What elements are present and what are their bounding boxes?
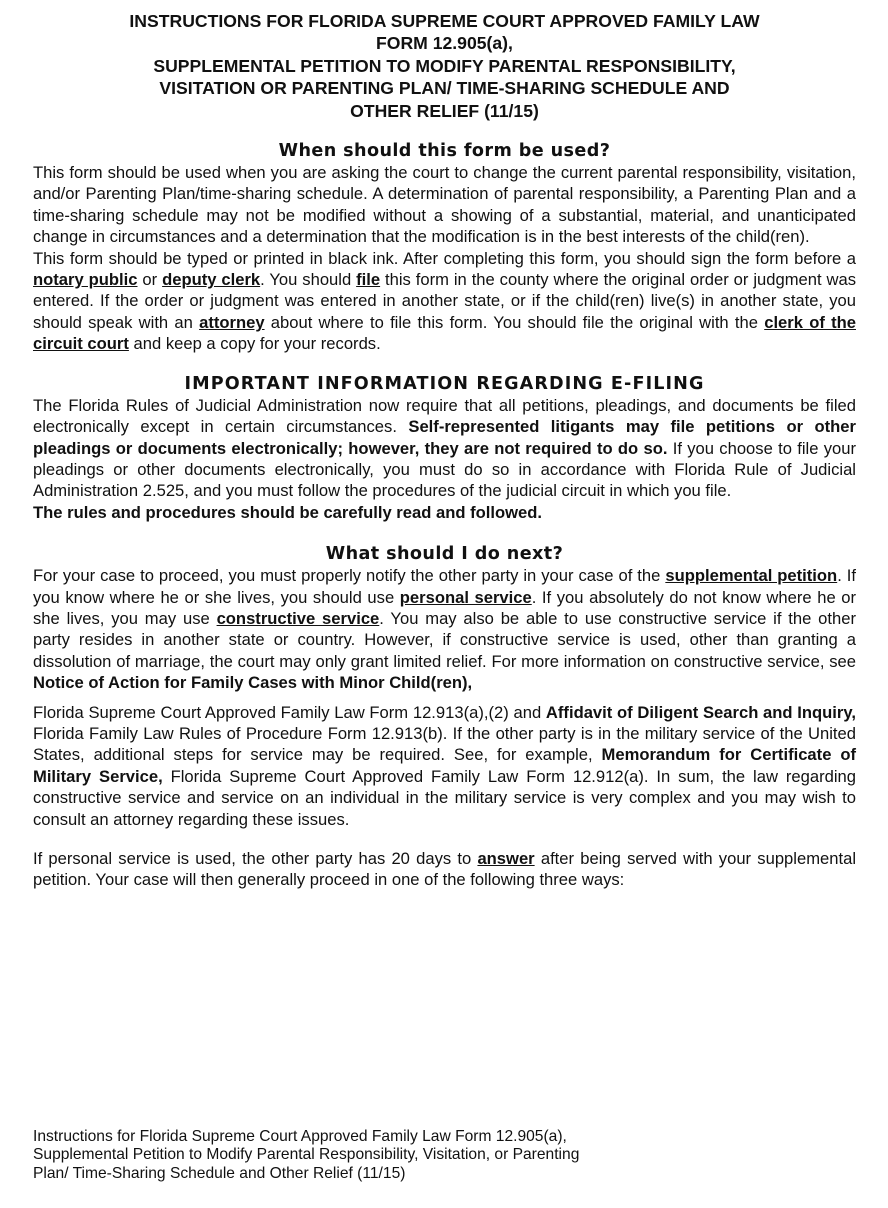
- paragraph-e-filing: [33, 395, 856, 502]
- text: . If you know where he or she lives, you should use: [33, 566, 856, 607]
- text: If you choose to file your pleadings or other documents electronically, you must do so in accordance with Florida Rule of Judicial Administration 2.525, and you must follow the procedures of the judicial circuit in which you file.: [33, 438, 857, 501]
- text: . You may also be able to use constructive service if the other party resides in another state or country. However, if constructive service is used, other than granting a dissolution of marriage, the court may only grant limited relief. For more information on constructive service, see: [33, 608, 857, 671]
- title-line: INSTRUCTIONS FOR FLORIDA SUPREME COURT APPROVED FAMILY LAW: [129, 11, 760, 31]
- text: . You should: [260, 270, 357, 290]
- title-line: SUPPLEMENTAL PETITION TO MODIFY PARENTAL RESPONSIBILITY,: [153, 55, 736, 76]
- heading-what-next: What should I do next?: [325, 544, 564, 565]
- link-notary-public[interactable]: notary public: [33, 270, 138, 290]
- text: The Florida Rules of Judicial Administration now require that all petitions, pleadings, and documents be filed electronically except in certain circumstances.: [33, 395, 856, 437]
- text: This form should be typed or printed in black ink. After completing this form, you should sign the form before a: [33, 248, 856, 268]
- text: . If you absolutely do not know where he or she lives, you may use: [33, 587, 857, 628]
- title-line: FORM 12.905(a),: [376, 33, 513, 54]
- text: Florida Supreme Court Approved Family Law Form 12.912(a). In sum, the law regarding constructive service and service on an individual in the military service is very complex and you may wish to consult an attorney regarding these issues.: [33, 766, 856, 829]
- title-line: VISITATION OR PARENTING PLAN/ TIME-SHARING SCHEDULE AND: [159, 78, 730, 99]
- text: Florida Supreme Court Approved Family Law Form 12.913(a),(2) and: [33, 702, 546, 722]
- paragraph-when-to-use: This form should be used when you are asking the court to change the current parental responsibility, visitation, and/or Parenting Plan/time-sharing schedule. A determination of parental responsibility, a Parenting Plan and a time-sharing schedule may not be modified without a showing of a substantial, material, and unanticipated change in circumstances and a determination that the modification is in the best interests of the child(ren).: [33, 163, 856, 247]
- link-supplemental-petition[interactable]: supplemental petition: [665, 566, 838, 586]
- text: Florida Family Law Rules of Procedure Form 12.913(b). If the other party is in the military service of the United States, additional steps for service may be required. See, for example,: [33, 723, 856, 765]
- link-deputy-clerk[interactable]: deputy clerk: [162, 270, 261, 290]
- footer-line: Instructions for Florida Supreme Court Approved Family Law Form 12.905(a),: [33, 1128, 567, 1145]
- text: about where to file this form. You should file the original with the: [264, 312, 765, 332]
- paragraph-filing-instructions: [33, 248, 856, 355]
- bold-text: Affidavit of Diligent Search and Inquiry,: [545, 702, 856, 722]
- link-clerk-of-circuit-court[interactable]: clerk of the circuit court: [33, 312, 856, 354]
- text: this form in the county where the original order or judgment was entered. If the order or judgment was entered in another state, or if the child(ren) live(s) in another state, you should speak with an: [33, 270, 857, 332]
- document-title: [33, 10, 856, 122]
- heading-e-filing: IMPORTANT INFORMATION REGARDING E-FILING: [184, 373, 705, 394]
- link-personal-service[interactable]: personal service: [399, 587, 532, 607]
- paragraph-e-filing-rules: The rules and procedures should be carefully read and followed.: [33, 502, 542, 522]
- text: If personal service is used, the other party has 20 days to: [33, 849, 478, 868]
- page-footer: [33, 1128, 793, 1183]
- link-attorney[interactable]: attorney: [199, 312, 265, 332]
- link-constructive-service[interactable]: constructive service: [216, 608, 380, 628]
- footer-line: Plan/ Time-Sharing Schedule and Other Relief (11/15): [33, 1164, 406, 1182]
- text: after being served with your supplemental petition. Your case will then generally proceed in one of the following three ways:: [33, 849, 856, 890]
- link-file[interactable]: file: [356, 270, 381, 290]
- footer-line: Supplemental Petition to Modify Parental Responsibility, Visitation, or Parenting: [33, 1146, 580, 1164]
- paragraph-constructive-service: [33, 702, 856, 830]
- paragraph-personal-service: [33, 848, 856, 891]
- bold-text: Self-represented litigants may file petitions or other pleadings or documents electronically; however, they are not required to do so.: [33, 417, 856, 458]
- bold-text: Memorandum for Certificate of Military Service,: [33, 745, 856, 786]
- text: and keep a copy for your records.: [128, 334, 381, 354]
- title-line: OTHER RELIEF (11/15): [350, 100, 539, 121]
- text: For your case to proceed, you must properly notify the other party in your case of the: [33, 566, 666, 586]
- link-answer[interactable]: answer: [477, 849, 535, 868]
- text: or: [137, 270, 163, 290]
- bold-text: Notice of Action for Family Cases with Minor Child(ren),: [33, 673, 473, 693]
- heading-when-to-use: When should this form be used?: [278, 141, 611, 162]
- paragraph-notify-party: [33, 565, 856, 693]
